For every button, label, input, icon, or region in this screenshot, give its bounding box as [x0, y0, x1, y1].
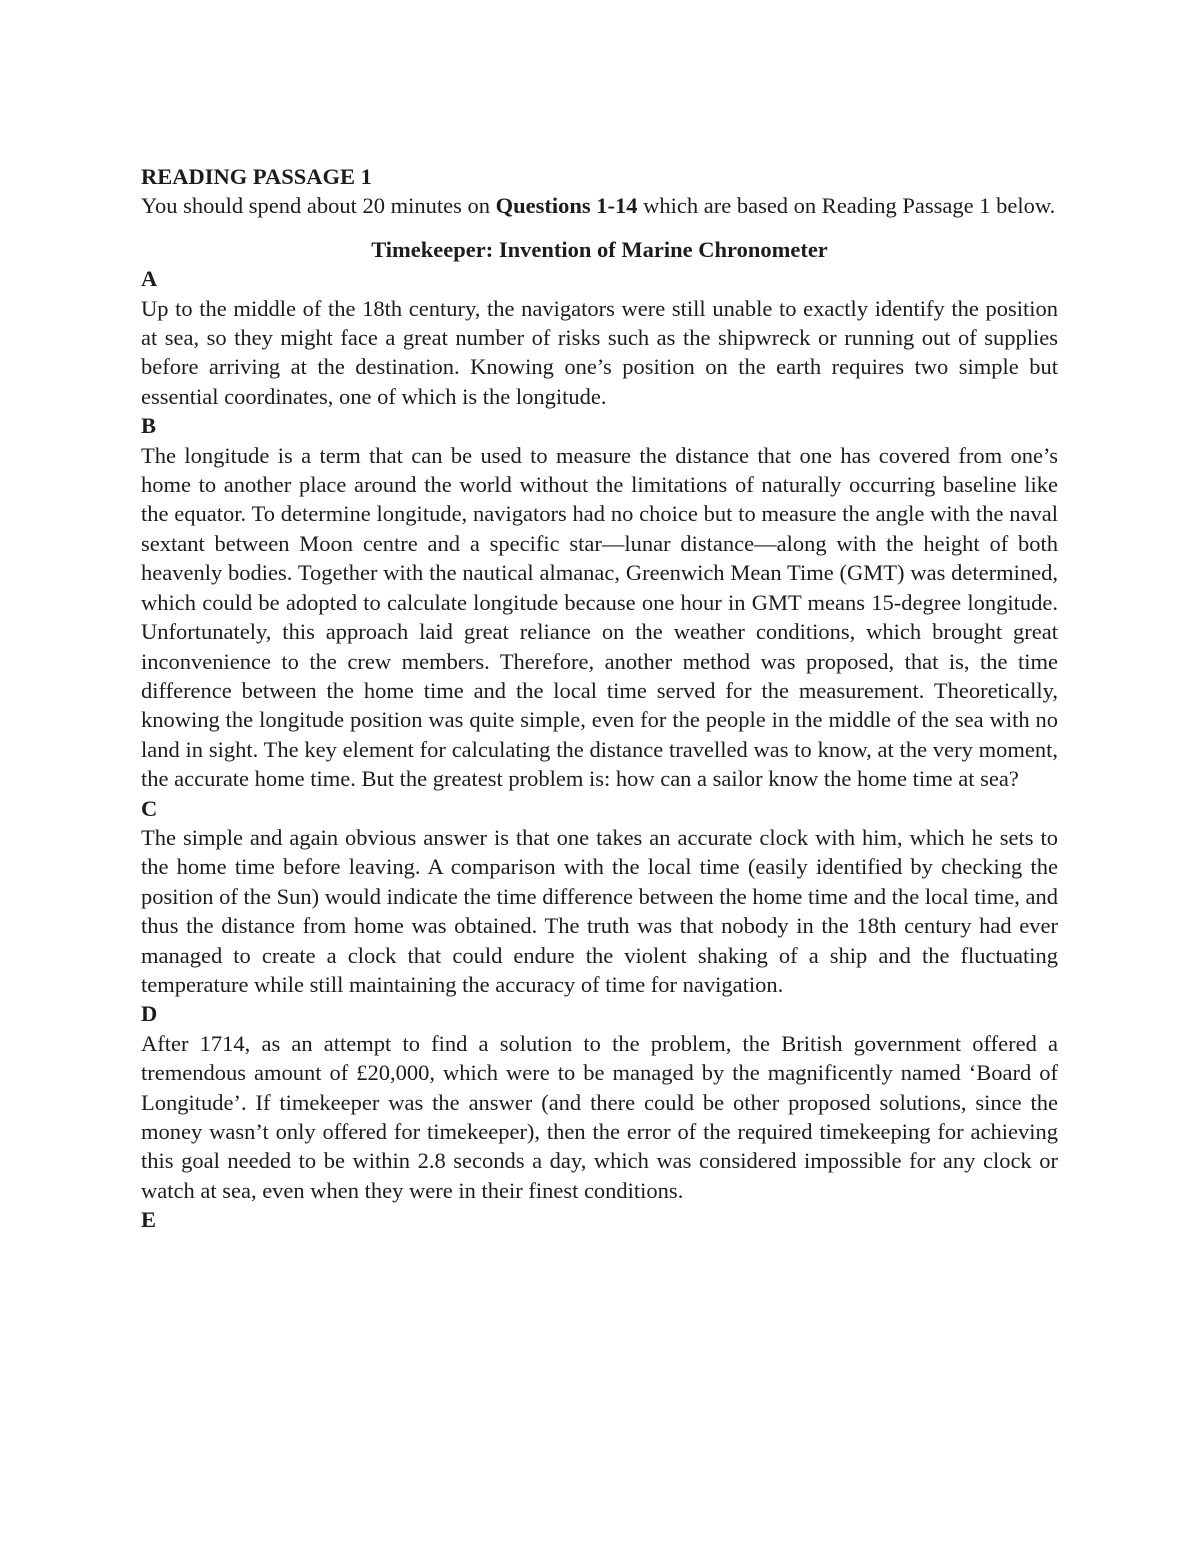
passage-label: READING PASSAGE 1: [141, 164, 372, 189]
section-letter: C: [141, 795, 158, 821]
instructions: [141, 191, 1058, 220]
section-letter: B: [141, 413, 157, 439]
article-title: Timekeeper: Invention of Marine Chronometer: [371, 236, 828, 262]
section-d: [141, 999, 1058, 1205]
section-b: [141, 411, 1058, 793]
section-text: The simple and again obvious answer is that one takes an accurate clock with him, which he sets to the home time before leaving. A comparison with the local time (easily identified by checking the position of the Sun) would indicate the time difference between the home time and the local time, and thus the distance from home was obtained. The truth was that nobody in the 18th century had ever managed to create a clock that could endure the violent shaking of a ship and the fluctuating temperature while still maintaining the accuracy of time for navigation.: [141, 824, 1058, 997]
section-text: Up to the middle of the 18th century, the navigators were still unable to exactly identify the position at sea, so they might face a great number of risks such as the shipwreck or running out of supplies before arriving at the destination. Knowing one’s position on the earth requires two simple but essential coordinates, one of which is the longitude.: [141, 295, 1058, 409]
section-e: [141, 1205, 1058, 1234]
section-text: After 1714, as an attempt to find a solution to the problem, the British government offered a tremendous amount of £20,000, which were to be managed by the magnificently named ‘Board of Longitude’. If timekeeper was the answer (and there could be other proposed solutions, since the money wasn’t only offered for timekeeper), then the error of the required timekeeping for achieving this goal needed to be within 2.8 seconds a day, which was considered impossible for any clock or watch at sea, even when they were in their finest conditions.: [141, 1030, 1058, 1203]
section-c: [141, 794, 1058, 1000]
instructions-post: which are based on Reading Passage 1 below.: [637, 193, 1056, 219]
section-letter: E: [141, 1207, 157, 1233]
instructions-questions: Questions 1-14: [495, 193, 638, 219]
section-letter: D: [141, 1001, 158, 1027]
instructions-pre: You should spend about 20 minutes on: [141, 193, 496, 219]
section-letter: A: [141, 266, 158, 292]
section-a: [141, 264, 1058, 411]
section-text: The longitude is a term that can be used to measure the distance that one has covered from one’s home to another place around the world without the limitations of naturally occurring baseline like the equator. To determine longitude, navigators had no choice but to measure the angle with the naval sextant between Moon centre and a specific star—lunar distance—along with the height of both heavenly bodies. Together with the nautical almanac, Greenwich Mean Time (GMT) was determined, which could be adopted to calculate longitude because one hour in GMT means 15-degree longitude. Unfortunately, this approach laid great reliance on the weather conditions, which brought great inconvenience to the crew members. Therefore, another method was proposed, that is, the time difference between the home time and the local time served for the measurement. Theoretically, knowing the longitude position was quite simple, even for the people in the middle of the sea with no land in sight. The key element for calculating the distance travelled was to know, at the very moment, the accurate home time. But the greatest problem is: how can a sailor know the home time at sea?: [141, 442, 1058, 792]
document-page: [141, 162, 1058, 1235]
